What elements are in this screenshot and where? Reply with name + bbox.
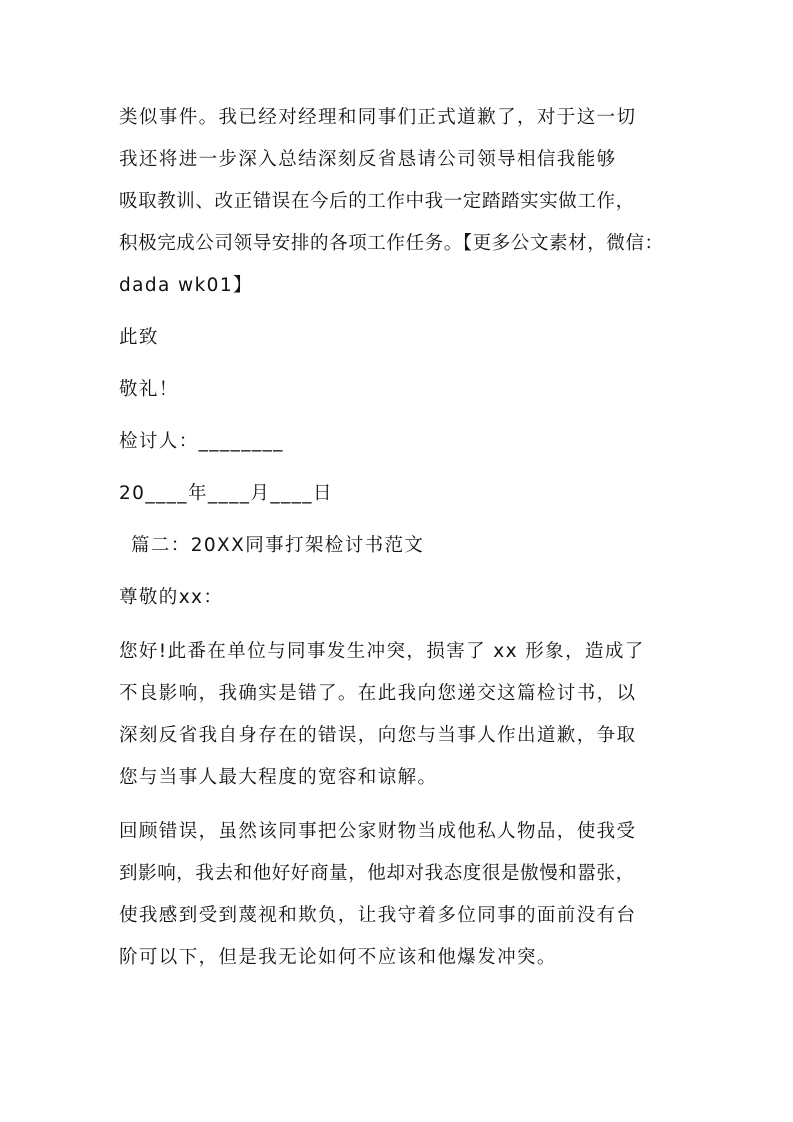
paragraph-apology-continued xyxy=(119,97,679,307)
text-line: 不良影响，我确实是错了。在此我向您递交这篇检讨书，以 xyxy=(119,683,637,704)
text-line: 我还将进一步深入总结深刻反省恳请公司领导相信我能够 xyxy=(119,149,617,170)
text-line: 积极完成公司领导安排的各项工作任务。【更多公文素材，微信： xyxy=(119,233,664,254)
text-line: 您与当事人最大程度的宽容和谅解。 xyxy=(119,767,438,788)
text-line: 回顾错误，虽然该同事把公家财物当成他私人物品，使我受 xyxy=(119,821,637,842)
date-line: 20____年____月____日 xyxy=(119,483,333,504)
text-line: 您好!此番在单位与同事发生冲突，损害了 xx 形象，造成了 xyxy=(119,641,645,662)
text-line: 阶可以下，但是我无论如何不应该和他爆发冲突。 xyxy=(119,947,557,968)
signer-line: 检讨人：________ xyxy=(119,431,284,452)
text-line: dada wk01】 xyxy=(119,275,253,296)
closing-line: 此致 xyxy=(119,327,159,348)
paragraph-apology-opening xyxy=(119,631,679,799)
text-line: 到影响，我去和他好好商量，他却对我态度很是傲慢和嚣张， xyxy=(119,863,635,884)
document-body xyxy=(119,97,679,979)
salute-line: 敬礼！ xyxy=(119,379,179,400)
text-line: 吸取教训、改正错误在今后的工作中我一定踏踏实实做工作， xyxy=(119,191,635,212)
section-heading: 篇二：20XX同事打架检讨书范文 xyxy=(131,535,425,556)
text-line: 深刻反省我自身存在的错误，向您与当事人作出道歉，争取 xyxy=(119,725,637,746)
greeting-line: 尊敬的xx： xyxy=(119,587,224,608)
text-line: 使我感到受到蔑视和欺负，让我守着多位同事的面前没有台 xyxy=(119,905,637,926)
text-line: 类似事件。我已经对经理和同事们正式道歉了，对于这一切 xyxy=(119,107,637,128)
paragraph-review-mistake xyxy=(119,811,679,979)
